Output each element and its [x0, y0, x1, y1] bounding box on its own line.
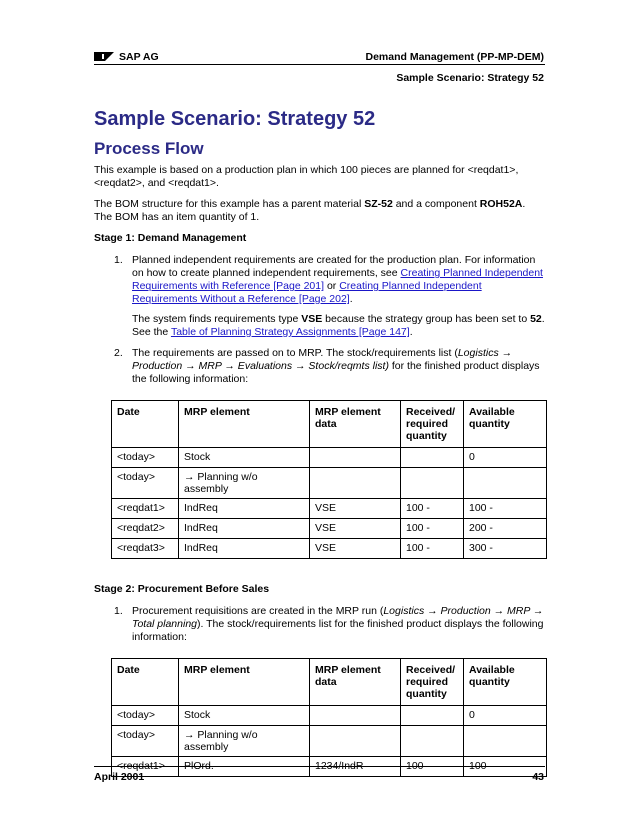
company-name: SAP AG	[119, 51, 159, 63]
section-heading-process-flow: Process Flow	[94, 139, 204, 158]
stage1-steps	[94, 254, 546, 386]
header-divider	[94, 64, 545, 65]
sap-logo-icon	[94, 52, 114, 64]
page-number: 43	[532, 771, 544, 783]
col-header: MRP element data	[310, 401, 401, 448]
stage1-mrp-table	[111, 400, 547, 559]
component-material: ROH52A	[479, 198, 523, 210]
page-title: Sample Scenario: Strategy 52	[94, 108, 376, 130]
col-header: Available quantity	[464, 659, 547, 706]
main-content	[94, 107, 546, 777]
col-header: Available quantity	[464, 401, 547, 448]
menu-path: Logistics → Production → MRP → Total planning	[132, 605, 544, 630]
col-header: MRP element	[179, 401, 310, 448]
col-header: Date	[112, 401, 179, 448]
table-header-row	[112, 401, 547, 448]
menu-path: Logistics → Production → MRP → Evaluations → Stock/reqmts list)	[132, 347, 513, 372]
link-creating-pir-without-reference[interactable]: Creating Planned Independent Requirements Without a Reference [Page 202]	[132, 280, 482, 305]
stage1-step-2: 2. The requirements are passed on to MRP. The stock/requirements list (Logistics → Production → MRP → Evaluations → Stock/reqmts list) for the finished product displays the following information:	[114, 347, 540, 385]
table-row: <reqdat1> IndReq VSE 100 - 100 -	[112, 499, 547, 519]
stage2-steps	[94, 605, 546, 644]
link-creating-pir-with-reference[interactable]: Creating Planned Independent Requirements with Reference [Page 201]	[132, 267, 543, 292]
header-logo	[94, 51, 159, 64]
table-row: <reqdat3> IndReq VSE 100 - 300 -	[112, 539, 547, 559]
stage2-mrp-table	[111, 658, 547, 777]
col-header: MRP element	[179, 659, 310, 706]
col-header: Date	[112, 659, 179, 706]
table-row: <reqdat1> PlOrd. 1234/IndR 100 100	[112, 757, 547, 777]
stage1-heading: Stage 1: Demand Management	[94, 232, 247, 244]
link-planning-strategy-table[interactable]: Table of Planning Strategy Assignments [Page 147]	[170, 326, 410, 338]
stage2-heading: Stage 2: Procurement Before Sales	[94, 583, 270, 595]
stage1-step-1: 1. Planned independent requirements are created for the production plan. For information on how to create planned independent requirements, see Creating Planned Independent Requirements with Reference [Page 201] or Creating Planned Independent Requirements Without a Reference [Page 202]. The system finds requirements type VSE because the strategy group has been set to 52. See the Table of Planning Strategy Assignments [Page 147].	[114, 254, 545, 338]
table-row: <today> Stock 0	[112, 706, 547, 726]
intro-paragraph: This example is based on a production plan in which 100 pieces are planned for <reqdat1>, <reqdat2>, and <reqdat1>.	[94, 164, 519, 189]
col-header: Received/ required quantity	[401, 401, 464, 448]
col-header: MRP element data	[310, 659, 401, 706]
header-doc-title: Demand Management (PP-MP-DEM)	[365, 51, 544, 63]
stage2-step-1: 1. Procurement requisitions are created in the MRP run (Logistics → Production → MRP → Total planning). The stock/requirements list for the finished product displays the following information:	[114, 605, 544, 643]
col-header: Received/ required quantity	[401, 659, 464, 706]
header-section-title: Sample Scenario: Strategy 52	[396, 72, 544, 84]
bom-paragraph: The BOM structure for this example has a parent material SZ-52 and a component ROH52A. The BOM has an item quantity of 1.	[94, 198, 526, 223]
table-row: <today> → Planning w/o assembly	[112, 726, 547, 757]
parent-material: SZ-52	[364, 198, 393, 210]
footer-divider	[94, 766, 545, 767]
footer-date: April 2001	[94, 771, 145, 783]
table-row: <today> → Planning w/o assembly	[112, 468, 547, 499]
table-header-row	[112, 659, 547, 706]
table-row: <today> Stock 0	[112, 448, 547, 468]
table-row: <reqdat2> IndReq VSE 100 - 200 -	[112, 519, 547, 539]
